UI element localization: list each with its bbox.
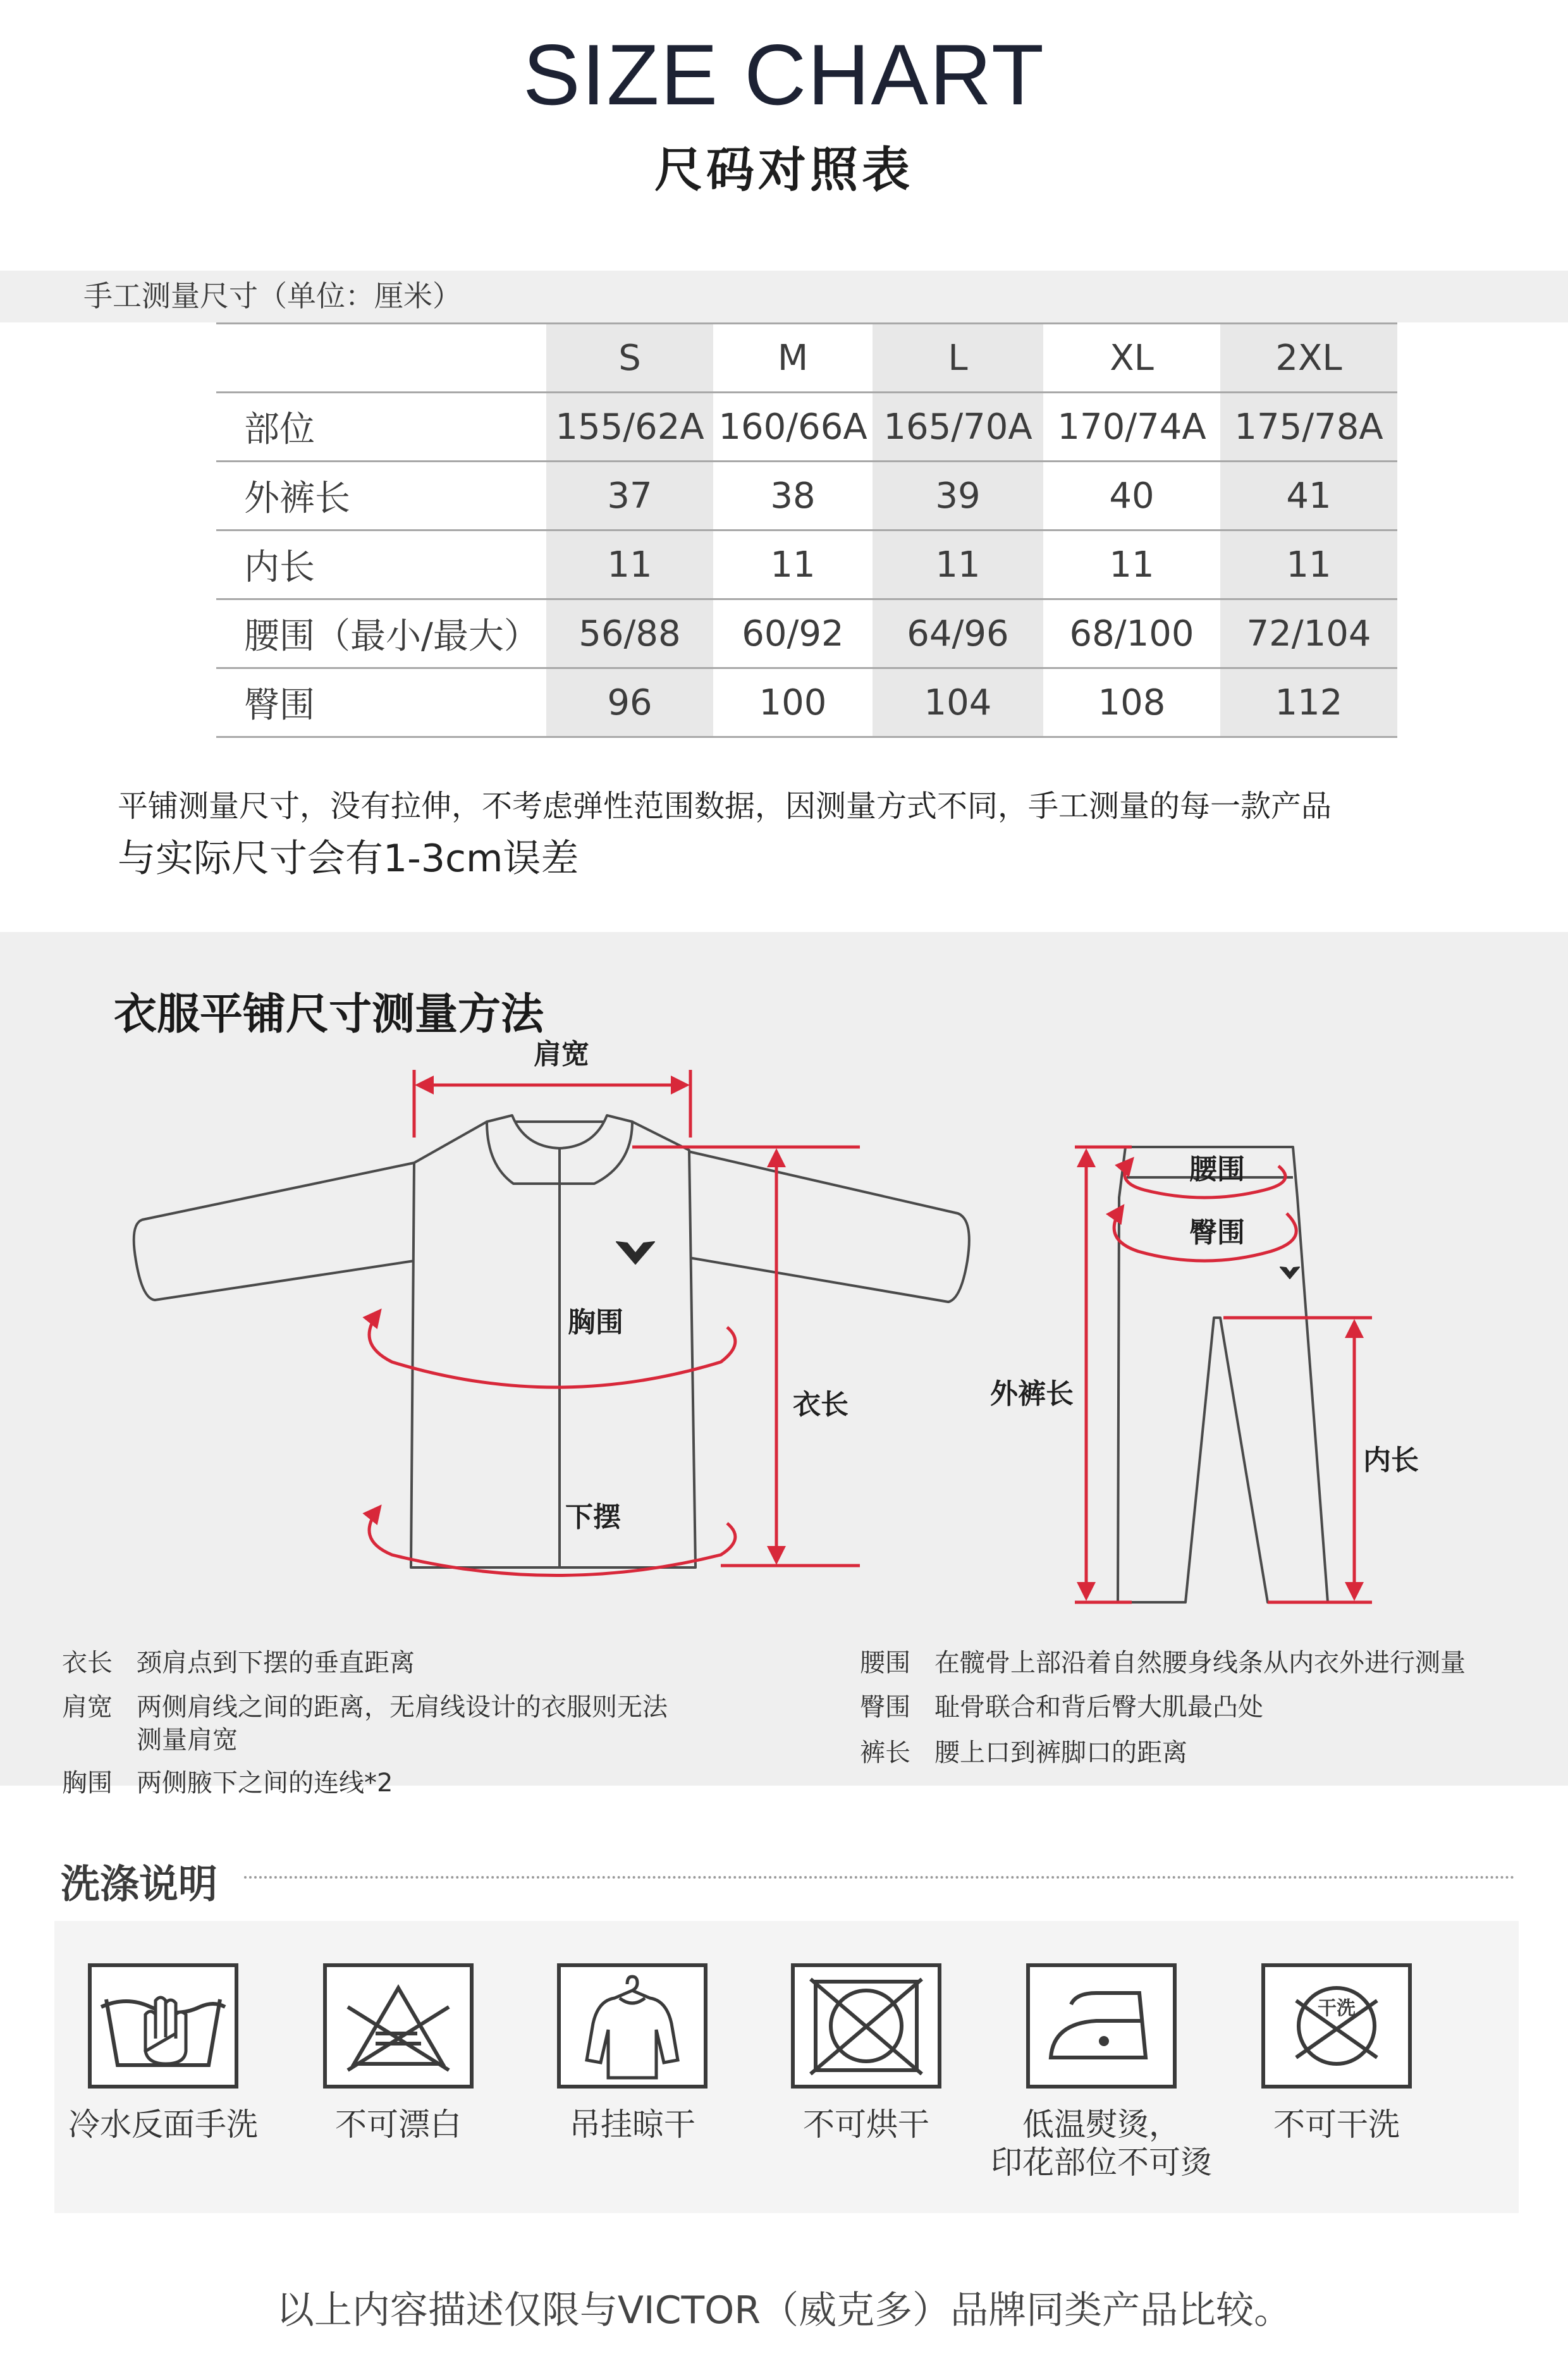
size-table-row-label: 部位 (216, 393, 546, 462)
footer-disclaimer: 以上内容描述仅限与VICTOR（威克多）品牌同类产品比较。 (276, 2288, 1292, 2333)
size-table-cell: 100 (713, 668, 873, 737)
measurement-note-line-1: 平铺测量尺寸，没有拉伸，不考虑弹性范围数据，因测量方式不同，手工测量的每一款产品 (118, 788, 1332, 824)
no-tumble-dry-icon (790, 1963, 942, 2089)
jacket-length-label: 衣长 (793, 1389, 848, 1421)
definition-pants-length: 裤长 腰上口到裤脚口的距离 (860, 1738, 1187, 1767)
jacket-right-sleeve (683, 1150, 969, 1302)
care-item-no-tumble-dry (752, 1963, 980, 2144)
definition-length: 衣长 颈肩点到下摆的垂直距离 (62, 1648, 415, 1678)
care-title-divider (244, 1876, 1515, 1879)
size-table-row-label (216, 324, 546, 393)
size-table-cell: 165/70A (873, 393, 1043, 462)
size-table-cell: S (546, 324, 713, 393)
care-item-no-bleach (285, 1963, 512, 2144)
garment-measure-diagram (0, 932, 1568, 1634)
care-label-hang-dry: 吊挂晾干 (569, 2106, 695, 2143)
size-table-cell: 108 (1043, 668, 1220, 737)
dry-clean-badge-text: 干洗 (1318, 1997, 1356, 2020)
size-table-cell: 96 (546, 668, 713, 737)
hem-label: 下摆 (565, 1501, 621, 1533)
care-label-no-tumble-dry: 不可烘干 (803, 2106, 929, 2143)
care-title: 洗涤说明 (61, 1861, 218, 1907)
page-title: SIZE CHART (522, 27, 1046, 123)
hang-dry-icon (556, 1963, 708, 2089)
size-table-cell: 64/96 (873, 599, 1043, 668)
chest-label: 胸围 (568, 1306, 623, 1339)
measure-section-title: 衣服平铺尺寸测量方法 (114, 990, 544, 1040)
care-label-hand-wash: 冷水反面手洗 (68, 2106, 258, 2143)
size-table-cell: M (713, 324, 873, 393)
size-table-cell: 104 (873, 668, 1043, 737)
size-table-row (216, 393, 1397, 462)
measure-band-text: 手工测量尺寸（单位：厘米） (83, 279, 462, 313)
size-table-cell: 72/104 (1220, 599, 1397, 668)
care-item-no-dry-clean (1223, 1963, 1450, 2144)
care-panel (54, 1921, 1519, 2213)
waist-label: 腰围 (1189, 1153, 1245, 1186)
definition-shoulder-line-2: 测量肩宽 (137, 1726, 238, 1755)
definition-chest: 胸围 两侧腋下之间的连线*2 (62, 1769, 393, 1798)
care-label-no-dry-clean: 不可干洗 (1273, 2106, 1400, 2143)
size-table-cell: 11 (873, 531, 1043, 599)
size-table-cell: 11 (713, 531, 873, 599)
definition-hip: 臀围 耻骨联合和背后臀大肌最凸处 (860, 1693, 1263, 1722)
size-table-cell: 60/92 (713, 599, 873, 668)
size-table-row-label: 腰围（最小/最大） (216, 599, 546, 668)
size-table-header-row (216, 324, 1397, 393)
definition-waist: 腰围 在髋骨上部沿着自然腰身线条从内衣外进行测量 (860, 1648, 1466, 1678)
size-table-cell: 38 (713, 462, 873, 531)
size-table-cell: 11 (546, 531, 713, 599)
size-table-cell: 11 (1043, 531, 1220, 599)
size-table-cell: 39 (873, 462, 1043, 531)
inseam-label: 内长 (1363, 1444, 1419, 1476)
hand-wash-icon (87, 1963, 239, 2089)
size-table-row-label: 臀围 (216, 668, 546, 737)
measurement-note-line-2: 与实际尺寸会有1-3cm误差 (118, 837, 579, 881)
size-table-cell: 41 (1220, 462, 1397, 531)
care-label-low-iron: 低温熨烫， 印花部位不可烫 (991, 2106, 1212, 2181)
size-table-cell: 160/66A (713, 393, 873, 462)
care-item-low-iron (988, 1963, 1215, 2181)
size-table-cell: 155/62A (546, 393, 713, 462)
size-table-cell: XL (1043, 324, 1220, 393)
jacket-left-sleeve (134, 1163, 414, 1300)
care-item-hang-dry (518, 1963, 746, 2144)
jacket-body (411, 1122, 695, 1567)
size-table-cell: 170/74A (1043, 393, 1220, 462)
size-table-cell: 2XL (1220, 324, 1397, 393)
no-dry-clean-icon (1261, 1963, 1412, 2089)
page-subtitle: 尺码对照表 (654, 142, 914, 198)
pants-body (1118, 1147, 1328, 1602)
size-table-row (216, 462, 1397, 531)
size-table-cell: 56/88 (546, 599, 713, 668)
low-iron-icon (1026, 1963, 1177, 2089)
size-table-row-label: 内长 (216, 531, 546, 599)
size-table-row-label: 外裤长 (216, 462, 546, 531)
size-table-row (216, 531, 1397, 599)
size-table-cell: 37 (546, 462, 713, 531)
size-table (216, 322, 1397, 738)
outer-length-label: 外裤长 (990, 1378, 1074, 1410)
size-table-row (216, 599, 1397, 668)
definition-shoulder: 肩宽 两侧肩线之间的距离，无肩线设计的衣服则无法 (62, 1693, 668, 1722)
size-table-cell: 175/78A (1220, 393, 1397, 462)
care-item-hand-wash (49, 1963, 277, 2144)
hip-label: 臀围 (1189, 1217, 1245, 1249)
shoulder-width-label: 肩宽 (534, 1038, 589, 1070)
jacket-illustration (134, 1115, 969, 1567)
pants-illustration (1118, 1147, 1328, 1602)
care-label-no-bleach: 不可漂白 (335, 2106, 462, 2143)
size-table-cell: 68/100 (1043, 599, 1220, 668)
size-table-row (216, 668, 1397, 737)
size-table-cell: L (873, 324, 1043, 393)
no-bleach-icon (322, 1963, 474, 2089)
size-table-cell: 11 (1220, 531, 1397, 599)
size-table-cell: 112 (1220, 668, 1397, 737)
size-table-cell: 40 (1043, 462, 1220, 531)
